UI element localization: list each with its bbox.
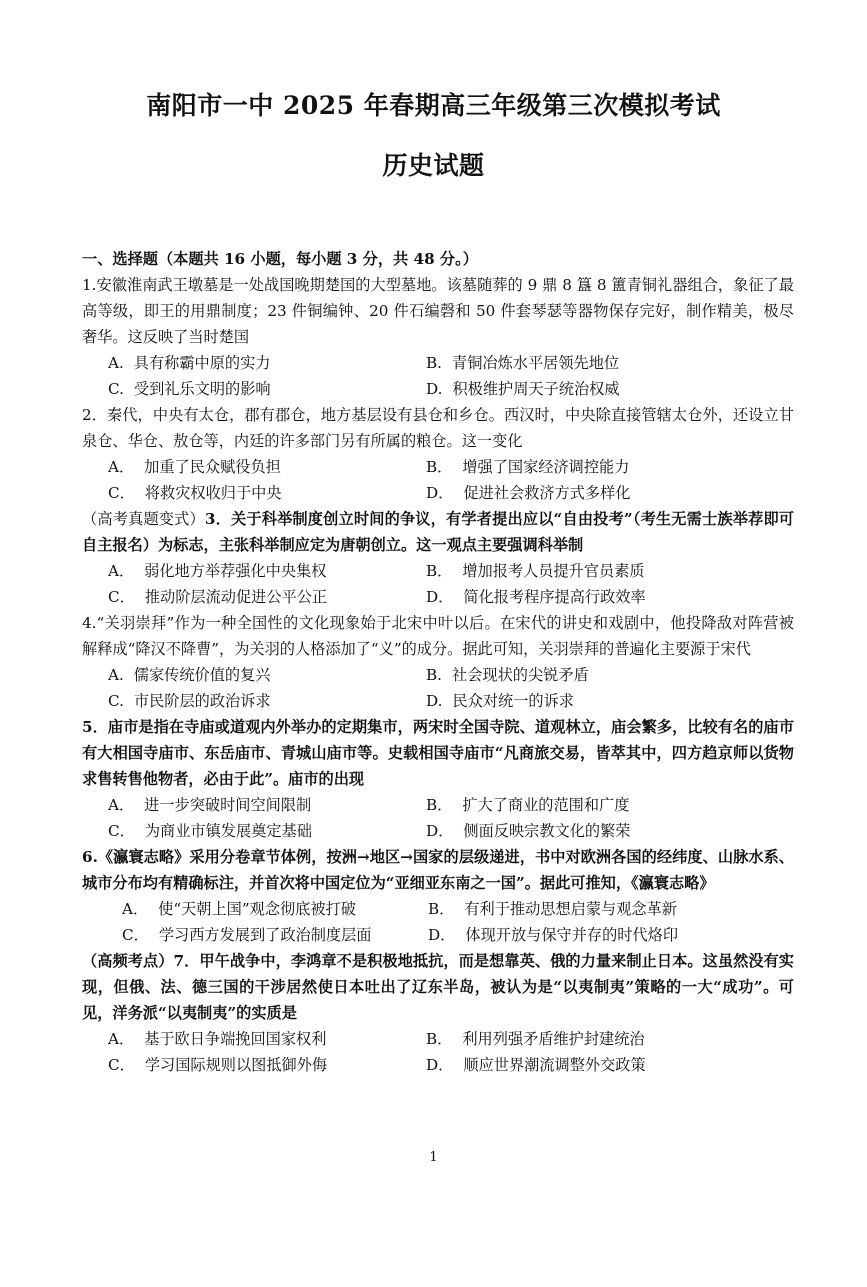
option-b[interactable] [426, 350, 820, 376]
option-letter: B． [426, 458, 453, 476]
option-text: 增加报考人员提升官员素质 [462, 562, 645, 580]
option-d[interactable] [426, 376, 820, 402]
question-3 [82, 506, 794, 610]
option-letter: D． [426, 484, 454, 502]
option-text: 社会现状的尖锐矛盾 [452, 666, 589, 684]
option-text: 使“天朝上国”观念彻底被打破 [158, 900, 356, 918]
option-c[interactable] [108, 1052, 426, 1078]
option-text: 扩大了商业的范围和广度 [462, 796, 630, 814]
option-letter: D． [426, 588, 454, 606]
option-letter: A. [108, 666, 124, 684]
option-d[interactable] [426, 688, 820, 714]
option-b[interactable] [428, 896, 808, 922]
question-options [82, 454, 794, 506]
option-text: 利用列强矛盾维护封建统治 [462, 1030, 645, 1048]
option-text: 基于欧日争端挽回国家权利 [144, 1030, 327, 1048]
question-1 [82, 272, 794, 402]
option-text: 推动阶层流动促进公平公正 [144, 588, 328, 606]
option-letter: A． [108, 562, 135, 580]
option-letter: A． [122, 900, 149, 918]
question-7 [82, 948, 794, 1078]
exam-subject-title: 历史试题 [382, 151, 485, 180]
question-options [82, 792, 794, 844]
exam-title: 南阳市一中 2025 年春期高三年级第三次模拟考试 [146, 91, 721, 120]
option-text: 顺应世界潮流调整外交政策 [463, 1056, 646, 1074]
option-text: 简化报考程序提高行政效率 [463, 588, 646, 606]
option-d[interactable] [426, 1052, 820, 1078]
option-c[interactable] [108, 376, 426, 402]
option-a[interactable] [108, 792, 426, 818]
option-text: 为商业市镇发展奠定基础 [144, 822, 312, 840]
option-text: 增强了国家经济调控能力 [462, 458, 630, 476]
option-letter: A． [108, 796, 135, 814]
question-options [82, 896, 794, 948]
option-a[interactable] [108, 350, 426, 376]
option-text: 儒家传统价值的复兴 [133, 666, 271, 684]
option-a[interactable] [108, 662, 426, 688]
option-a[interactable] [108, 558, 426, 584]
option-c[interactable] [108, 584, 426, 610]
option-text: 学习国际规则以图抵御外侮 [144, 1056, 328, 1074]
question-5 [82, 714, 794, 844]
option-a[interactable] [108, 454, 426, 480]
option-text: 有利于推动思想启蒙与观念革新 [464, 900, 677, 918]
option-a[interactable] [122, 896, 428, 922]
option-text: 具有称霸中原的实力 [133, 354, 271, 372]
question-stem: 2．秦代，中央有太仓，郡有郡仓，地方基层设有县仓和乡仓。西汉时，中央除直接管辖太仓外，还设立甘泉仓、华仓、敖仓等，内廷的许多部门另有所属的粮仓。这一变化 [82, 406, 794, 450]
option-letter: B． [426, 796, 453, 814]
option-a[interactable] [108, 1026, 426, 1052]
option-text: 受到礼乐文明的影响 [133, 380, 271, 398]
option-text: 积极维护周天子统治权威 [452, 380, 620, 398]
option-letter: B． [426, 1030, 453, 1048]
option-letter: D． [426, 1056, 454, 1074]
question-4 [82, 610, 794, 714]
option-b[interactable] [426, 792, 820, 818]
option-text: 促进社会救济方式多样化 [463, 484, 631, 502]
option-letter: A. [108, 354, 124, 372]
option-letter: A． [108, 458, 135, 476]
question-tag: （高频考点） [82, 952, 174, 970]
option-letter: C． [108, 822, 135, 840]
option-b[interactable] [426, 662, 820, 688]
question-options [82, 662, 794, 714]
option-text: 侧面反映宗教文化的繁荣 [463, 822, 631, 840]
question-2 [82, 402, 794, 506]
option-letter: B. [426, 354, 442, 372]
option-letter: D． [426, 822, 454, 840]
section-heading: 一、选择题（本题共 16 小题，每小题 3 分，共 48 分。） [82, 250, 478, 268]
option-letter: C． [122, 926, 149, 944]
question-options [82, 1026, 794, 1078]
option-letter: C． [108, 1056, 135, 1074]
option-letter: A． [108, 1030, 135, 1048]
option-d[interactable] [428, 922, 808, 948]
question-stem: 7．甲午战争中，李鸿章不是积极地抵抗，而是想靠英、俄的力量来制止日本。这虽然没有实现，但俄、法、德三国的干涉居然使日本吐出了辽东半岛，被认为是“以夷制夷”策略的一大“成功”。可见，洋务派“以夷制夷”的实质是 [82, 952, 794, 1022]
question-stem-wrapper [82, 948, 794, 1026]
option-text: 民众对统一的诉求 [452, 692, 574, 710]
question-stem-wrapper [82, 506, 794, 558]
option-text: 弱化地方举荐强化中央集权 [144, 562, 327, 580]
option-letter: C． [108, 588, 135, 606]
option-b[interactable] [426, 558, 820, 584]
option-letter: B． [426, 562, 453, 580]
option-c[interactable] [108, 480, 426, 506]
option-d[interactable] [426, 584, 820, 610]
option-letter: C. [108, 692, 124, 710]
option-letter: B. [426, 666, 442, 684]
option-c[interactable] [122, 922, 428, 948]
option-text: 青铜冶炼水平居领先地位 [452, 354, 620, 372]
question-options [82, 558, 794, 610]
question-stem: 4.“关羽崇拜”作为一种全国性的文化现象始于北宋中叶以后。在宋代的讲史和戏剧中，他投降敌对阵营被解释成“降汉不降曹”，为关羽的人格添加了“义”的成分。据此可知，关羽崇拜的普遍化主要源于宋代 [82, 614, 794, 658]
option-c[interactable] [108, 818, 426, 844]
question-stem: 3．关于科举制度创立时间的争议，有学者提出应以“自由投考”（考生无需士族举荐即可自主报名）为标志，主张科举制应定为唐朝创立。这一观点主要强调科举制 [82, 510, 794, 554]
option-text: 市民阶层的政治诉求 [133, 692, 271, 710]
option-b[interactable] [426, 454, 820, 480]
option-text: 进一步突破时间空间限制 [144, 796, 312, 814]
option-text: 体现开放与保守并存的时代烙印 [465, 926, 678, 944]
option-d[interactable] [426, 818, 820, 844]
question-6 [82, 844, 794, 948]
option-letter: C． [108, 484, 135, 502]
option-letter: B． [428, 900, 455, 918]
option-letter: C. [108, 380, 124, 398]
exam-content [82, 246, 794, 1078]
option-d[interactable] [426, 480, 820, 506]
page-number: 1 [429, 1150, 438, 1165]
option-b[interactable] [426, 1026, 820, 1052]
question-options [82, 350, 794, 402]
question-stem: 5．庙市是指在寺庙或道观内外举办的定期集市，两宋时全国寺院、道观林立，庙会繁多，比较有名的庙市有大相国寺庙市、东岳庙市、青城山庙市等。史载相国寺庙市“凡商旅交易，皆萃其中，四方趋京师以货物求售转售他物者，必由于此”。庙市的出现 [82, 718, 794, 788]
option-c[interactable] [108, 688, 426, 714]
option-text: 加重了民众赋役负担 [144, 458, 281, 476]
option-letter: D. [426, 692, 443, 710]
option-text: 学习西方发展到了政治制度层面 [158, 926, 372, 944]
option-text: 将救灾权收归于中央 [144, 484, 282, 502]
question-stem: 6.《瀛寰志略》采用分卷章节体例，按洲→地区→国家的层级递进，书中对欧洲各国的经纬度、山脉水系、城市分布均有精确标注，并首次将中国定位为“亚细亚东南之一国”。据此可推知，《瀛寰志略》 [82, 848, 794, 892]
question-stem: 1.安徽淮南武王墩墓是一处战国晚期楚国的大型墓地。该墓随葬的 9 鼎 8 簋 8 簠青铜礼器组合，象征了最高等级，即王的用鼎制度；23 件铜编钟、20 件石编磬和 50 件套琴瑟等器物保存完好，制作精美，极尽奢华。这反映了当时楚国 [82, 276, 794, 346]
option-letter: D． [428, 926, 456, 944]
option-letter: D. [426, 380, 443, 398]
question-tag: （高考真题变式） [82, 510, 205, 528]
